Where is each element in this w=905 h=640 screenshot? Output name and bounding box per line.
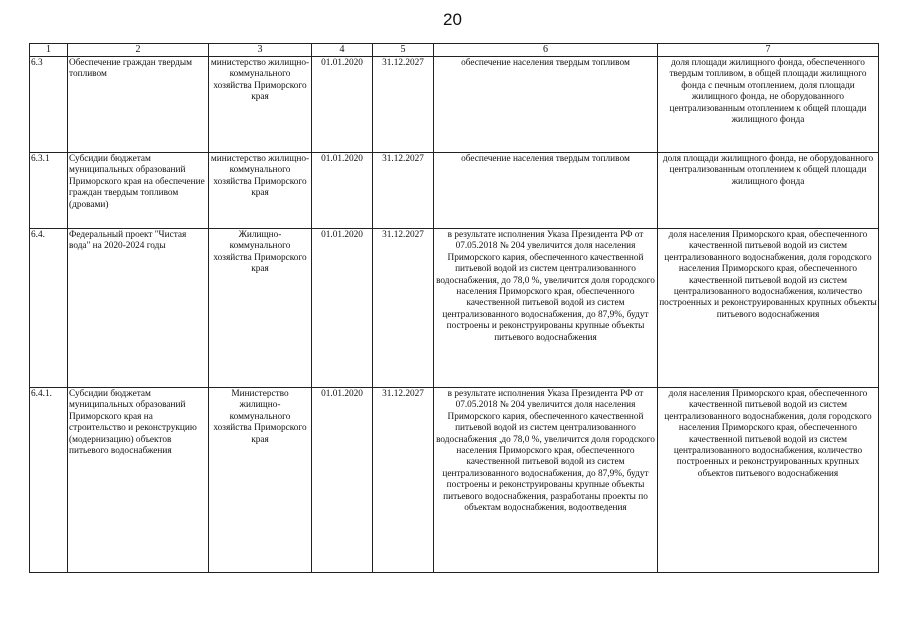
column-number-header: 7 xyxy=(658,44,879,57)
end-date-cell: 31.12.2027 xyxy=(373,229,434,388)
executor-cell: министерство жилищно-коммунального хозяйства Приморского края xyxy=(209,57,312,153)
indicator-cell: доля площади жилищного фонда, не оборудованного централизованным отоплением к общей площади жилищного фонда xyxy=(658,153,879,229)
column-number-header: 5 xyxy=(373,44,434,57)
table-row xyxy=(30,229,879,388)
column-number-header-row xyxy=(30,44,879,57)
start-date-cell: 01.01.2020 xyxy=(312,229,373,388)
item-name-cell: Субсидии бюджетам муниципальных образований Приморского края на строительство и реконструкцию (модернизацию) объектов питьевого водоснабжения xyxy=(68,388,209,573)
column-number-header: 2 xyxy=(68,44,209,57)
item-number-cell: 6.3.1 xyxy=(30,153,68,229)
column-number-header: 1 xyxy=(30,44,68,57)
program-activities-table xyxy=(29,43,879,573)
indicator-cell: доля населения Приморского края, обеспеченного качественной питьевой водой из систем централизованного водоснабжения, доля городского населения Приморского края, обеспеченного качественной питьевой водой из систем централизованного водоснабжения, количество построенных и реконструированных крупных объекты питьевого водоснабжения xyxy=(658,229,879,388)
indicator-cell: доля населения Приморского края, обеспеченного качественной питьевой водой из систем централизованного водоснабжения, доля городского населения Приморского края, обеспеченного качественной питьевой водой из систем централизованного водоснабжения, количество построенных и реконструированных крупных объектов питьевого водоснабжения xyxy=(658,388,879,573)
expected-result-cell: в результате исполнения Указа Президента РФ от 07.05.2018 № 204 увеличится доля населения Приморского кария, обеспеченного качественной питьевой водой из систем централизованного водоснабжения, до 78,0 %, увеличится доля городского населения Приморского края, обеспеченного качественной питьевой водой из систем централизованного водоснабжения, до 87,9%, будут построены и реконструированы крупные объекты питьевого водоснабжения xyxy=(434,229,658,388)
column-number-header: 6 xyxy=(434,44,658,57)
table-row xyxy=(30,57,879,153)
end-date-cell: 31.12.2027 xyxy=(373,388,434,573)
item-name-cell: Субсидии бюджетам муниципальных образований Приморского края на обеспечение граждан твердым топливом (дровами) xyxy=(68,153,209,229)
item-number-cell: 6.4.1. xyxy=(30,388,68,573)
executor-cell: Жилищно-коммунального хозяйства Приморского края xyxy=(209,229,312,388)
column-number-header: 4 xyxy=(312,44,373,57)
expected-result-cell: обеспечение населения твердым топливом xyxy=(434,57,658,153)
executor-cell: Министерство жилищно-коммунального хозяйства Приморского края xyxy=(209,388,312,573)
start-date-cell: 01.01.2020 xyxy=(312,153,373,229)
table-row xyxy=(30,153,879,229)
start-date-cell: 01.01.2020 xyxy=(312,388,373,573)
column-number-header: 3 xyxy=(209,44,312,57)
item-name-cell: Обеспечение граждан твердым топливом xyxy=(68,57,209,153)
expected-result-cell: в результате исполнения Указа Президента РФ от 07.05.2018 № 204 увеличится доля населения Приморского кария, обеспеченного качественной питьевой водой из систем централизованного водоснабжения ,до 78,0 %, увеличится доля городского населения Приморского края, обеспеченного качественной питьевой водой из систем централизованного водоснабжения, до 87,9%, будут построены и реконструированы крупные объекты питьевого водоснабжения, разработаны проекты по объектам водоснабжения, водоотведения xyxy=(434,388,658,573)
item-name-cell: Федеральный проект "Чистая вода" на 2020-2024 годы xyxy=(68,229,209,388)
indicator-cell: доля площади жилищного фонда, обеспеченного твердым топливом, в общей площади жилищного фонда с печным отоплением, доля площади жилищного фонда, не оборудованного централизованным отоплением к общей площади жилищного фонда xyxy=(658,57,879,153)
page-number: 20 xyxy=(443,10,462,29)
expected-result-cell: обеспечение населения твердым топливом xyxy=(434,153,658,229)
end-date-cell: 31.12.2027 xyxy=(373,57,434,153)
executor-cell: министерство жилищно-коммунального хозяйства Приморского края xyxy=(209,153,312,229)
item-number-cell: 6.4. xyxy=(30,229,68,388)
end-date-cell: 31.12.2027 xyxy=(373,153,434,229)
item-number-cell: 6.3 xyxy=(30,57,68,153)
table-row xyxy=(30,388,879,573)
start-date-cell: 01.01.2020 xyxy=(312,57,373,153)
